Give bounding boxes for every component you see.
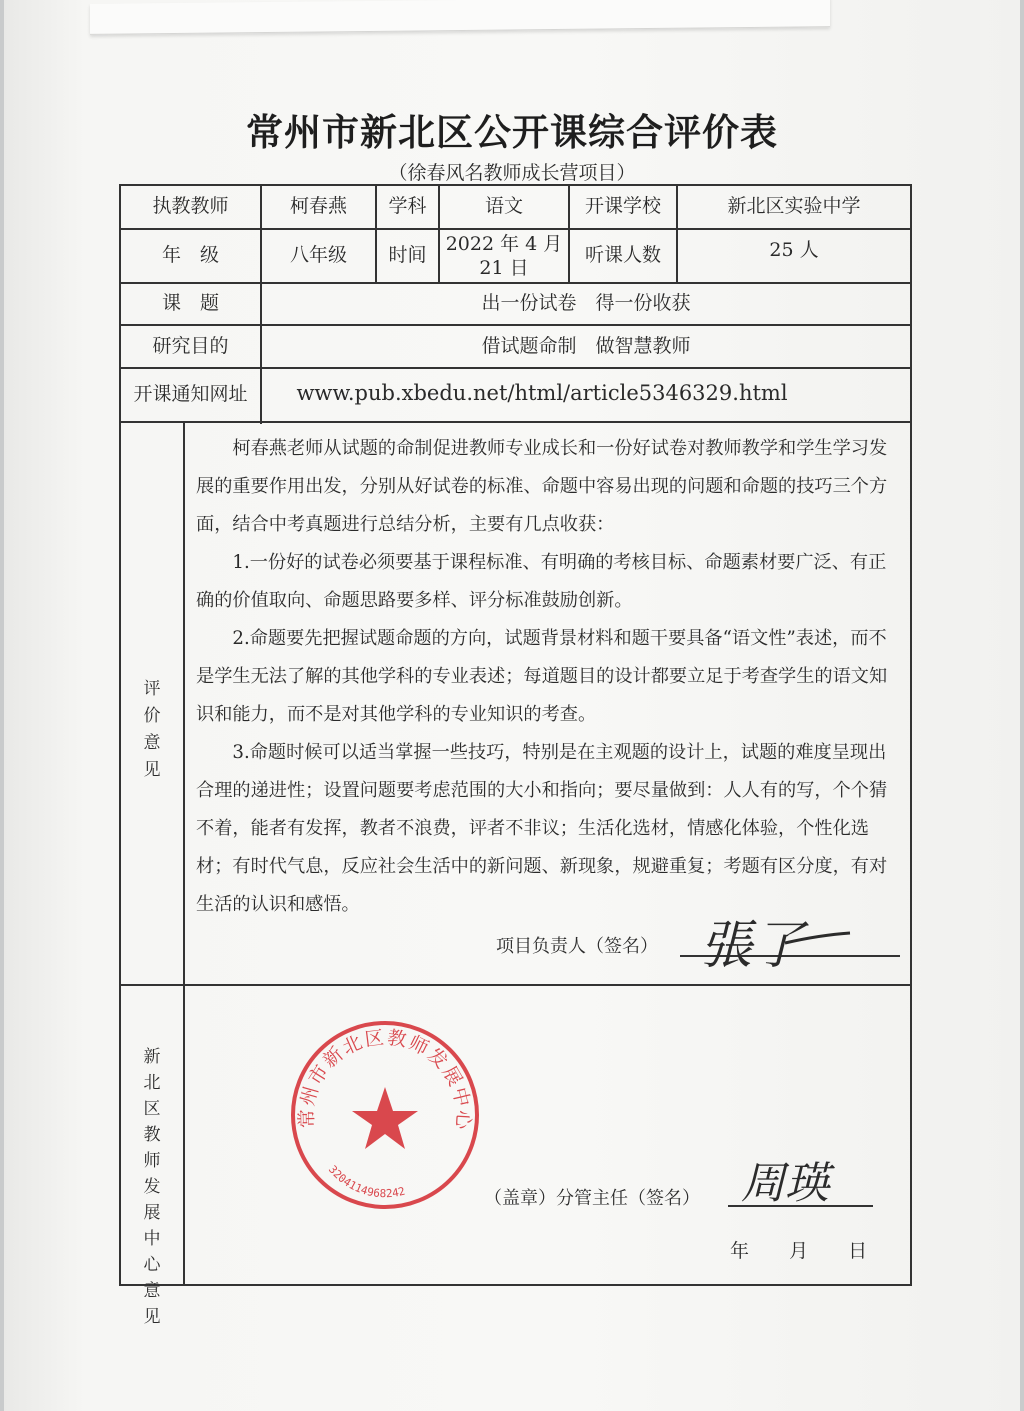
topic-value: 出一份试卷 得一份收获 xyxy=(481,292,691,315)
star-icon xyxy=(352,1087,418,1149)
evaluation-paragraph-2: 2.命题要先把握试题命题的方向，试题背景材料和题干要具备“语文性”表述，而不是学生无法了解的其他学科的专业表述；每道题目的设计都要立足于考查学生的语文知识和能力，而不是对其他学科的专业知识的考查。 xyxy=(196,628,888,725)
subject-value: 语文 xyxy=(484,195,523,218)
seal-text: 常州市新北区教师发展中心 xyxy=(295,1026,475,1132)
director-signature xyxy=(735,1150,865,1212)
project-lead-signature-text: 張了 xyxy=(700,916,805,976)
official-seal xyxy=(285,1015,485,1215)
evaluation-text xyxy=(196,430,900,924)
date-row xyxy=(730,1236,901,1263)
page-subtitle: （徐春风名教师成长营项目） xyxy=(388,162,636,184)
time-value-line2: 21 日 xyxy=(479,257,529,279)
time-label: 时间 xyxy=(388,244,427,267)
seal-number: 3204114968242 xyxy=(325,1162,407,1201)
evaluation-paragraph-1: 1.一份好的试卷必须要基于课程标准、有明确的考核目标、命题素材要广泛、有正确的价值取向、命题思路要多样、评分标准鼓励创新。 xyxy=(196,552,887,611)
project-lead-signature-label: 项目负责人（签名） xyxy=(496,936,658,957)
time-value xyxy=(440,230,568,282)
center-opinion-label: 新北区教师发展中心意见 xyxy=(143,1047,161,1327)
director-signature-label: （盖章）分管主任（签名） xyxy=(484,1188,700,1209)
date-day: 日 xyxy=(848,1240,868,1262)
subject-label: 学科 xyxy=(388,195,427,218)
topic-label: 课 题 xyxy=(161,292,219,315)
evaluation-paragraph-3: 3.命题时候可以适当掌握一些技巧，特别是在主观题的设计上，试题的难度呈现出合理的递进性；设置问题要考虑范围的大小和指向；要尽量做到：人人有的写，个个猜不着，能者有发挥，教者不浪费，评者不非议；生活化选材，情感化体验，个性化选材；有时代气息，反应社会生活中的新问题、新现象，规避重复；考题有区分度，有对生活的认识和感悟。 xyxy=(196,742,888,915)
audience-value: 25 人 xyxy=(769,239,819,262)
purpose-label: 研究目的 xyxy=(152,334,229,357)
url-value: www.pub.xbedu.net/html/article5346329.html xyxy=(296,380,788,405)
teacher-value: 柯春燕 xyxy=(289,195,347,218)
school-value: 新北区实验中学 xyxy=(727,195,861,218)
evaluation-paragraph-intro: 柯春燕老师从试题的命制促进教师专业成长和一份好试卷对教师教学和学生学习发展的重要作用出发，分别从好试卷的标准、命题中容易出现的问题和命题的技巧三个方面，结合中考真题进行总结分析，主要有几点收获： xyxy=(196,438,888,535)
date-month: 月 xyxy=(789,1240,809,1262)
director-signature-text: 周瑛 xyxy=(741,1158,829,1209)
url-label: 开课通知网址 xyxy=(133,383,248,406)
grade-label: 年 级 xyxy=(161,244,219,267)
school-label: 开课学校 xyxy=(584,195,661,218)
date-year: 年 xyxy=(730,1240,750,1262)
grade-value: 八年级 xyxy=(289,244,347,267)
audience-label: 听课人数 xyxy=(584,244,661,267)
purpose-value: 借试题命制 做智慧教师 xyxy=(481,334,691,357)
page-title: 常州市新北区公开课综合评价表 xyxy=(246,111,778,154)
project-lead-signature xyxy=(690,905,870,980)
evaluation-label: 评价意见 xyxy=(143,679,161,780)
teacher-label: 执教教师 xyxy=(152,195,229,218)
time-value-line1: 2022 年 4 月 xyxy=(445,233,563,255)
